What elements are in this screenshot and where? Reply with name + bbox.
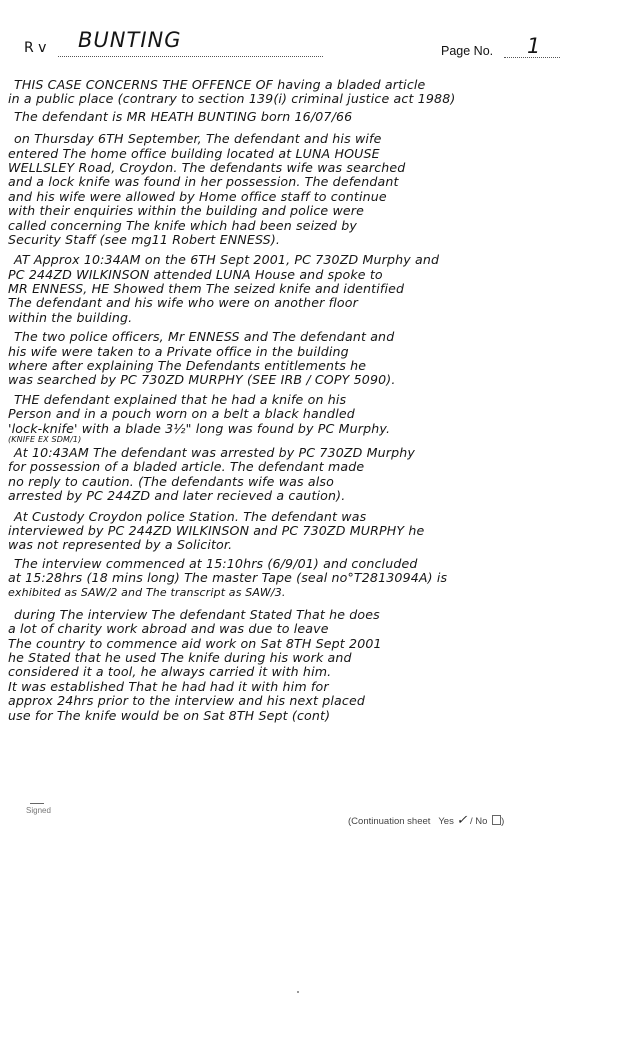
check-mark-icon: ✓	[456, 812, 468, 827]
statement-line: AT Approx 10:34AM on the 6TH Sept 2001, PC 730ZD Murphy and	[14, 252, 440, 268]
statement-line: and a lock knife was found in her possession. The defendant	[8, 174, 399, 190]
paragraph-knife-found	[8, 393, 608, 444]
paragraph-interview-times	[8, 557, 608, 600]
defendant-name-rule	[58, 56, 323, 57]
paragraph-offence	[8, 78, 608, 107]
statement-line: Security Staff (see mg11 Robert ENNESS).	[8, 231, 281, 247]
statement-line: 'lock-knife' with a blade 3½" long was found by PC Murphy.	[8, 420, 391, 436]
statement-line: for possession of a bladed article. The defendant made	[8, 459, 365, 475]
statement-line: in a public place (contrary to section 139(i) criminal justice act 1988)	[8, 91, 456, 107]
scan-speck	[297, 991, 299, 993]
statement-line: THIS CASE CONCERNS THE OFFENCE OF having a bladed article	[14, 77, 426, 92]
statement-line: Person and in a pouch worn on a belt a black handled	[8, 406, 355, 422]
statement-line: The defendant and his wife who were on another floor	[8, 295, 358, 311]
statement-line: was not represented by a Solicitor.	[8, 537, 233, 553]
statement-line: no reply to caution. (The defendants wife was also	[8, 473, 334, 489]
paragraph-custody	[8, 510, 608, 553]
statement-line: within the building.	[8, 309, 133, 325]
signature-rule	[30, 803, 44, 804]
statement-line: at 15:28hrs (18 mins long) The master Tape (seal no°T2813094A) is	[8, 570, 448, 586]
statement-line: approx 24hrs prior to the interview and his next placed	[8, 693, 366, 709]
statement-line: during The interview The defendant Stated That he does	[14, 606, 380, 622]
statement-line: It was established That he had had it with him for	[8, 678, 329, 694]
paragraph-interview-content	[8, 608, 608, 723]
paragraph-search	[8, 330, 608, 388]
signed-label: Signed	[26, 806, 51, 815]
statement-line: called concerning The knife which had been seized by	[8, 217, 357, 233]
statement-line: PC 244ZD WILKINSON attended LUNA House and spoke to	[8, 266, 383, 282]
page-number: 1	[527, 34, 541, 58]
paragraph-police-attend	[8, 253, 608, 325]
defendant-name: BUNTING	[78, 28, 182, 52]
no-label: No	[475, 816, 488, 827]
statement-line: At 10:43AM The defendant was arrested by PC 730ZD Murphy	[14, 444, 416, 460]
paragraph-arrest	[8, 446, 608, 504]
statement-line: THE defendant explained that he had a knife on his	[14, 391, 347, 407]
statement-line: where after explaining The Defendants entitlements he	[8, 358, 367, 374]
statement-line: MR ENNESS, HE Showed them The seized knife and identified	[8, 281, 405, 297]
continuation-sheet: (Continuation sheet Yes ✓ / No )	[348, 812, 505, 827]
statement-line: The defendant is MR HEATH BUNTING born 16/07/66	[14, 108, 353, 124]
statement-line: The country to commence aid work on Sat 8TH Sept 2001	[8, 635, 382, 651]
statement-line: At Custody Croydon police Station. The defendant was	[14, 508, 367, 524]
statement-line: was searched by PC 730ZD MURPHY (SEE IRB / COPY 5090).	[8, 372, 396, 388]
statement-line: entered The home office building located at LUNA HOUSE	[8, 145, 380, 161]
page-number-label: Page No.	[441, 44, 494, 58]
case-prefix: R v	[24, 40, 47, 56]
statement-line: on Thursday 6TH September, The defendant and his wife	[14, 131, 382, 147]
statement-body	[8, 74, 608, 723]
paragraph-arrival	[8, 132, 608, 247]
statement-line: with their enquiries within the building and police were	[8, 203, 365, 219]
checkbox-no[interactable]	[492, 815, 501, 825]
statement-line: interviewed by PC 244ZD WILKINSON and PC 730ZD MURPHY he	[8, 522, 425, 538]
statement-line: he Stated that he used The knife during his work and	[8, 650, 352, 666]
statement-line: exhibited as SAW/2 and The transcript as SAW/3.	[8, 585, 286, 599]
statement-line: arrested by PC 244ZD and later recieved a caution).	[8, 488, 346, 504]
statement-line: a lot of charity work abroad and was due to leave	[8, 621, 329, 637]
paragraph-defendant	[8, 110, 608, 124]
statement-line: his wife were taken to a Private office in the building	[8, 343, 349, 359]
statement-line: and his wife were allowed by Home office staff to continue	[8, 188, 387, 204]
yes-label: Yes	[438, 816, 454, 827]
statement-line: The two police officers, Mr ENNESS and The defendant and	[14, 329, 395, 345]
statement-line: use for The knife would be on Sat 8TH Sept (cont)	[8, 707, 331, 723]
statement-line: considered it a tool, he always carried it with him.	[8, 664, 332, 680]
statement-line: The interview commenced at 15:10hrs (6/9/01) and concluded	[14, 555, 418, 571]
continuation-label: Continuation sheet	[351, 816, 431, 827]
statement-line: (KNIFE EX SDM/1)	[8, 434, 82, 444]
statement-line: WELLSLEY Road, Croydon. The defendants wife was searched	[8, 159, 406, 175]
